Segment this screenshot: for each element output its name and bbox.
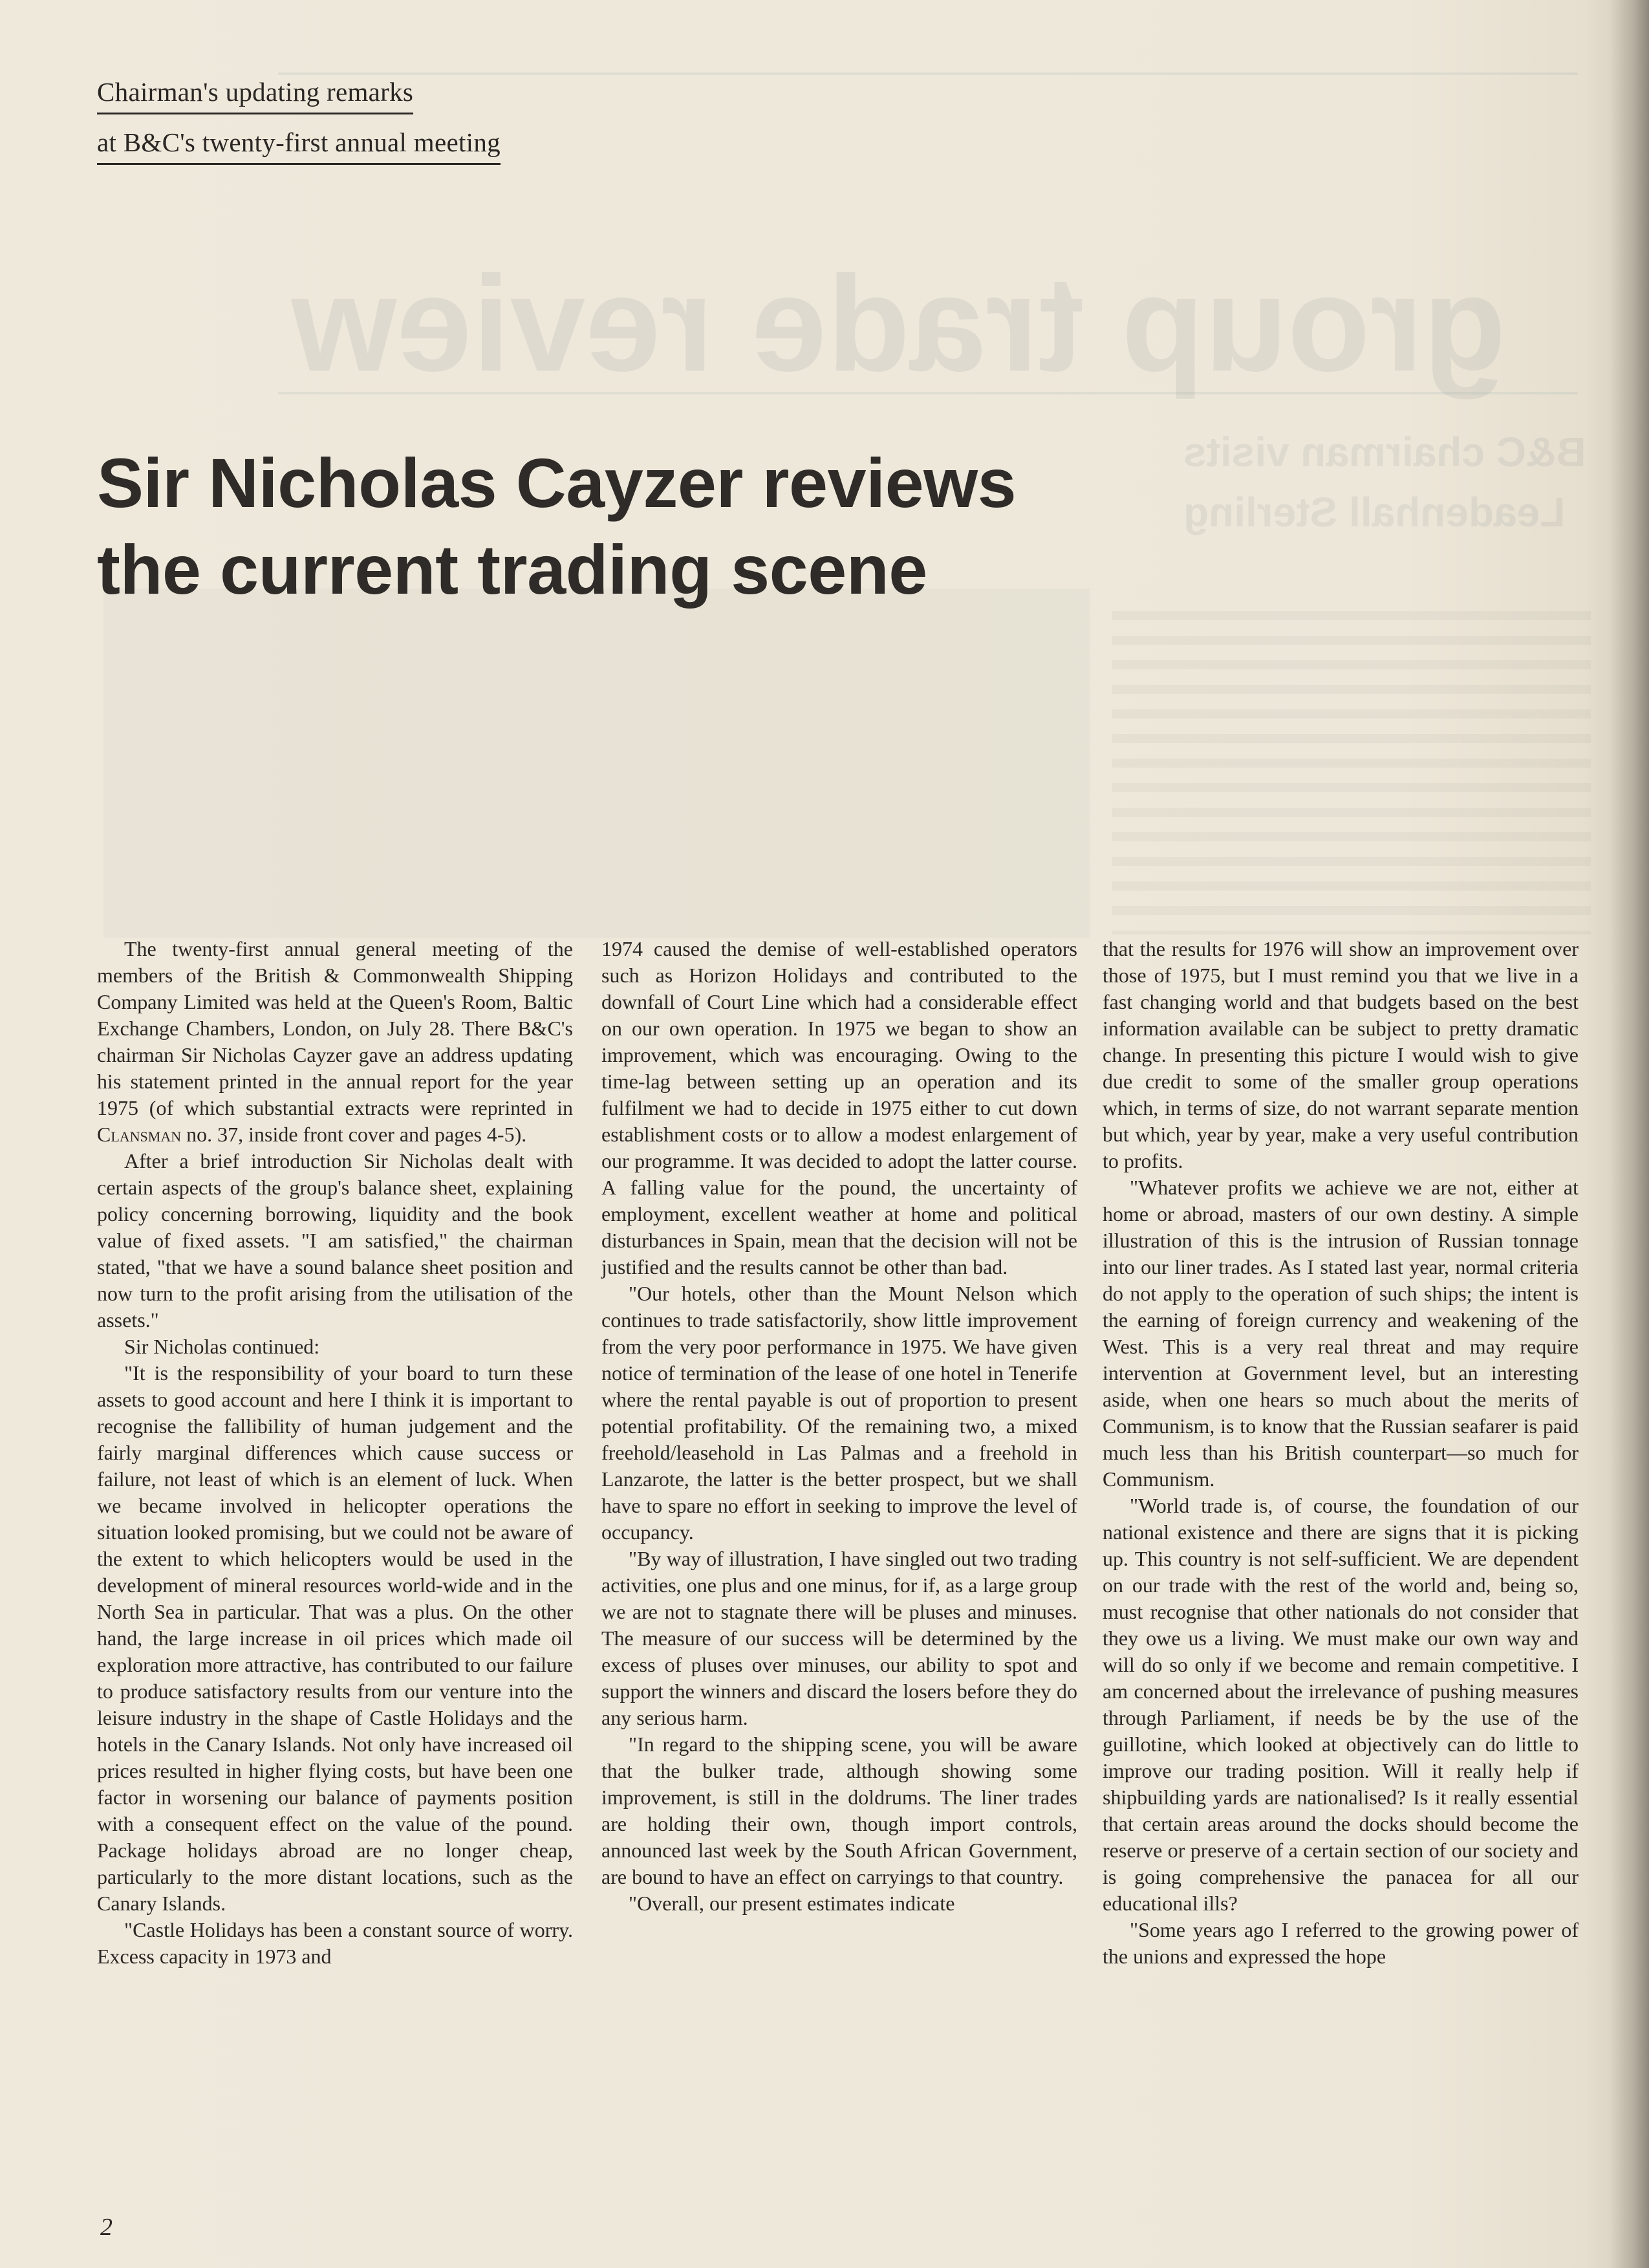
article-column-2 <box>601 936 1077 1917</box>
section-kicker: at B&C's twenty-first annual meeting <box>97 127 501 165</box>
section-kicker: Chairman's updating remarks <box>97 76 413 114</box>
article-headline <box>97 440 1326 613</box>
paragraph: "Our hotels, other than the Mount Nelson which continues to trade satisfactorily, show little improvement from the very poor performance in 1975. We have given notice of termination of the lease of one hotel in Tenerife where the rental payable is out of proportion to present potential profitability. Of the remaining two, a mixed freehold/leasehold in Las Palmas and a freehold in Lanzarote, the latter is the better prospect, but we shall have to spare no effort in seeking to improve the level of occupancy. <box>601 1282 1077 1544</box>
paragraph: "Castle Holidays has been a constant source of worry. Excess capacity in 1973 and <box>97 1918 573 1968</box>
show-through-subtitle: Leadenhall Sterling <box>1183 489 1566 535</box>
page-number: 2 <box>100 2214 113 2241</box>
show-through-photo <box>103 589 1090 938</box>
show-through-title: group trade review <box>291 248 1506 400</box>
magazine-name: Clansman <box>97 1123 182 1146</box>
show-through-subtitle: B&C chairman visits <box>1183 429 1586 475</box>
headline-line: Sir Nicholas Cayzer reviews <box>97 444 1017 522</box>
article-column-1 <box>97 936 573 1970</box>
paragraph: "World trade is, of course, the foundation of our national existence and there are signs that it is picking up. This country is not self-sufficient. We are dependent on our trade with the rest of the world and, being so, must recognise that other nationals do not consider that they owe us a living. We must make our own way and will do so only if we become and remain competitive. I am concerned about the irrelevance of pushing measures through Parliament, if needs be by the use of the guillotine, which looked at objectively can do little to improve our trading position. Will it really help if shipbuilding yards are nationalised? Is it really essential that certain areas around the docks should become the reserve or preserve of a certain section of our society and is going comprehensive the panacea for all our educational ills? <box>1103 1494 1579 1915</box>
page-edge-shadow <box>1610 0 1649 2268</box>
paragraph-text: The twenty-first annual general meeting of the members of the British & Commonwealth Shipping Company Limited was held at the Queen's Room, Baltic Exchange Chambers, London, on July 28. There B&C's chairman Sir Nicholas Cayzer gave an address updating his statement printed in the annual report for the year 1975 (of which substantial extracts were reprinted in <box>97 937 573 1119</box>
paragraph: Sir Nicholas continued: <box>124 1335 320 1358</box>
paragraph: "By way of illustration, I have singled out two trading activities, one plus and one minus, for if, as a large group we are not to stagnate there will be pluses and minuses. The measure of our success will be determined by the excess of pluses over minuses, our ability to spot and support the winners and discard the losers before they do any serious harm. <box>601 1547 1077 1729</box>
show-through-text <box>1112 611 1591 934</box>
paragraph: After a brief introduction Sir Nicholas dealt with certain aspects of the group's balance sheet, explaining policy concerning borrowing, liquidity and the book value of fixed assets. "I am satisfied," the chairman stated, "that we have a sound balance sheet position and now turn to the profit arising from the utilisation of the assets." <box>97 1149 573 1332</box>
paragraph: that the results for 1976 will show an improvement over those of 1975, but I must remind you that we live in a fast changing world and that budgets based on the best information available can be subject to pretty dramatic change. In presenting this picture I would wish to give due credit to some of the smaller group operations which, in terms of size, do not warrant separate mention but which, year by year, make a very useful contribution to profits. <box>1103 937 1579 1172</box>
paragraph <box>97 936 573 1148</box>
show-through-rule <box>278 392 1578 394</box>
show-through-rule <box>278 72 1578 75</box>
paragraph: "Whatever profits we achieve we are not, either at home or abroad, masters of our own destiny. A simple illustration of this is the intrusion of Russian tonnage into our liner trades. As I stated last year, normal criteria do not apply to the operation of such ships; the intent is the earning of foreign currency and weakening of the West. This is a very real threat and may require intervention at Government level, but an interesting aside, when one hears so much about the merits of Communism, is to know that the Russian seafarer is paid much less than his British counterpart—so much for Communism. <box>1103 1176 1579 1491</box>
paragraph-text: no. 37, inside front cover and pages 4-5). <box>181 1123 527 1146</box>
paragraph: "It is the responsibility of your board to turn these assets to good account and here I think it is important to recognise the fallibility of human judgement and the fairly marginal differences which cause success or failure, not least of which is an element of luck. When we became involved in helicopter operations the situation looked promising, but we could not be aware of the extent to which helicopters would be used in the development of mineral resources world-wide and in the North Sea in particular. That was a plus. On the other hand, the large increase in oil prices which made oil exploration more attractive, has contributed to our failure to produce satisfactory results from our venture into the leisure industry in the shape of Castle Holidays and the hotels in the Canary Islands. Not only have increased oil prices resulted in higher flying costs, but have been one factor in worsening our balance of payments position with a consequent effect on the value of the pound. Package holidays abroad are no longer cheap, particularly to the more distant locations, such as the Canary Islands. <box>97 1361 573 1915</box>
paragraph: "In regard to the shipping scene, you will be aware that the bulker trade, although showing some improvement, is still in the doldrums. The liner trades are holding their own, though import controls, announced last week by the South African Government, are bound to have an effect on carryings to that country. <box>601 1733 1077 1888</box>
paragraph: 1974 caused the demise of well-established operators such as Horizon Holidays and contributed to the downfall of Court Line which had a considerable effect on our own operation. In 1975 we began to show an improvement, which was encouraging. Owing to the time-lag between setting up an operation and its fulfilment we had to decide in 1975 either to cut down establishment costs or to allow a modest enlargement of our programme. It was decided to adopt the latter course. A falling value for the pound, the uncertainty of employment, excellent weather at home and political disturbances in Spain, mean that the decision will not be justified and the results cannot be other than bad. <box>601 937 1077 1279</box>
headline-line: the current trading scene <box>97 530 927 609</box>
paragraph: "Overall, our present estimates indicate <box>629 1892 955 1915</box>
paragraph: "Some years ago I referred to the growing power of the unions and expressed the hope <box>1103 1918 1579 1968</box>
article-column-3 <box>1103 936 1579 1970</box>
